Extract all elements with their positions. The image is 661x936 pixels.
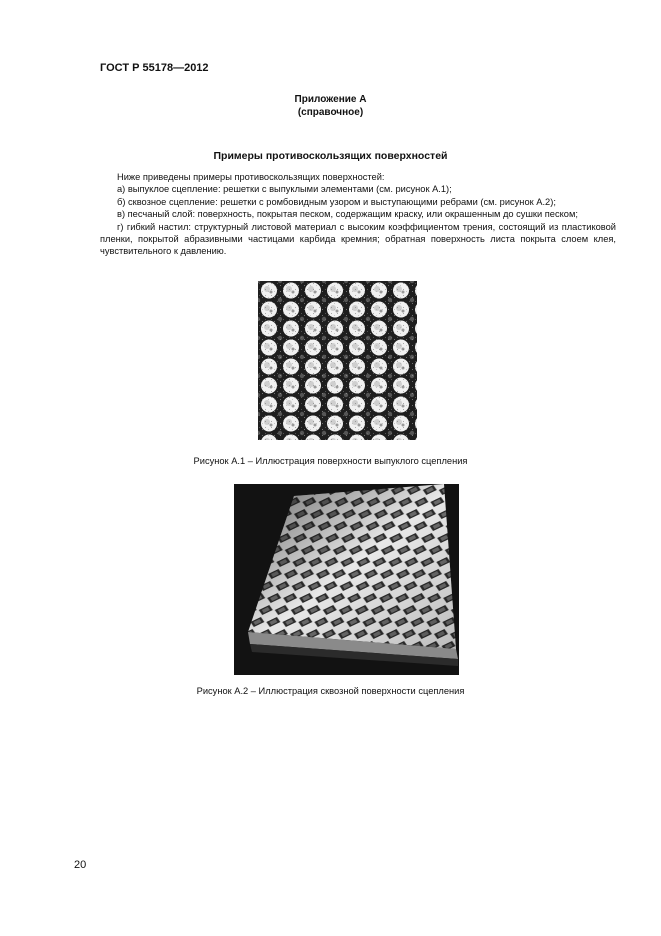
paragraph-item-g: г) гибкий настил: структурный листовой материал с высоким коэффициентом трения, состоящий из пластиковой пленки, покрытой абразивными частицами карбида кремния; обратная поверхность листа покрыта слоем клея, чувствительного к давлению. [100,221,616,257]
convex-grip-illustration [258,281,417,440]
paragraph-item-v: в) песчаный слой: поверхность, покрытая песком, содержащим краску, или окрашенным до сушки песком; [117,209,578,220]
body-text [100,171,616,258]
appendix-note: (справочное) [297,107,364,118]
document-code: ГОСТ Р 55178—2012 [100,62,209,74]
figure-a2-image [234,484,459,675]
paragraph-item-b: б) сквозное сцепление: решетки с ромбовидным узором и выступающими ребрами (см. рисунок А.2); [117,196,556,207]
appendix-heading [0,93,661,119]
figure-a1-image [258,281,417,440]
figure-a2-caption: Рисунок А.2 – Иллюстрация сквозной поверхности сцепления [196,686,465,696]
paragraph-item-a: а) выпуклое сцепление: решетки с выпуклыми элементами (см. рисунок А.1); [117,184,452,195]
paragraph-intro: Ниже приведены примеры противоскользящих поверхностей: [117,172,385,182]
section-title: Примеры противоскользящих поверхностей [213,150,448,162]
page-number: 20 [74,859,87,871]
figure-a1-caption: Рисунок А.1 – Иллюстрация поверхности выпуклого сцепления [193,456,468,466]
perforated-grip-illustration [234,484,459,675]
appendix-title: Приложение А [294,94,367,105]
